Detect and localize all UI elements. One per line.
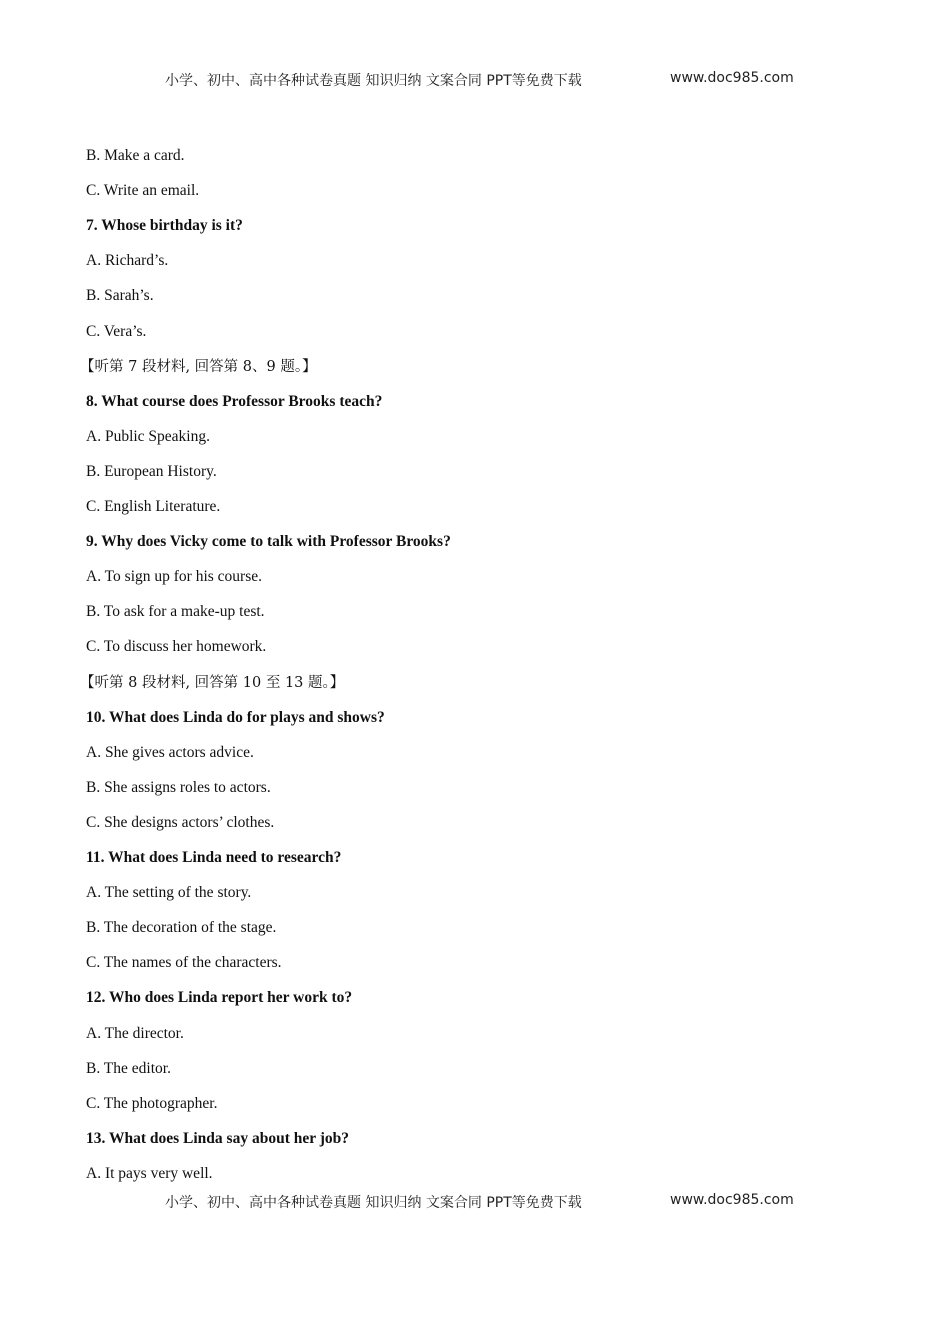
option-text: B. Sarah’s. [86,287,154,305]
question-text: 12. Who does Linda report her work to? [86,989,353,1007]
question-text: 9. Why does Vicky come to talk with Professor Brooks? [86,533,451,551]
question-text: 13. What does Linda say about her job? [86,1129,349,1147]
option-text: B. Make a card. [86,147,185,164]
option-text: A. Public Speaking. [86,427,210,445]
option-text: C. Vera’s. [86,322,147,340]
question-text: 8. What course does Professor Brooks teach? [86,392,383,410]
option-text: C. The names of the characters. [86,954,282,972]
option-text: A. She gives actors advice. [86,743,254,761]
option-text: A. It pays very well. [86,1164,213,1182]
question-text: 7. Whose birthday is it? [86,217,243,235]
section-instruction: 【听第 8 段材料, 回答第 10 至 13 题。】 [80,674,345,691]
option-text: C. She designs actors’ clothes. [86,813,275,831]
question-text: 11. What does Linda need to research? [86,849,342,866]
option-text: A. Richard’s. [86,252,169,270]
option-text: A. To sign up for his course. [86,568,263,586]
question-text: 10. What does Linda do for plays and shows? [86,708,385,726]
option-text: B. The decoration of the stage. [86,919,277,937]
option-text: B. She assigns roles to actors. [86,778,271,796]
footer-link[interactable]: www.doc985.com [670,1192,794,1208]
option-text: B. European History. [86,462,217,480]
option-text: C. Write an email. [86,182,200,200]
footer-text: 小学、初中、高中各种试卷真题 知识归纳 文案合同 PPT等免费下载 [165,1195,582,1211]
option-text: A. The setting of the story. [86,884,252,902]
header-text: 小学、初中、高中各种试卷真题 知识归纳 文案合同 PPT等免费下载 [165,73,582,89]
option-text: B. The editor. [86,1059,171,1077]
option-text: C. English Literature. [86,498,221,515]
option-text: C. To discuss her homework. [86,638,267,656]
section-instruction: 【听第 7 段材料, 回答第 8、9 题。】 [80,358,317,375]
option-text: A. The director. [86,1024,184,1042]
option-text: C. The photographer. [86,1094,218,1112]
header-link[interactable]: www.doc985.com [670,70,794,86]
option-text: B. To ask for a make-up test. [86,603,265,621]
